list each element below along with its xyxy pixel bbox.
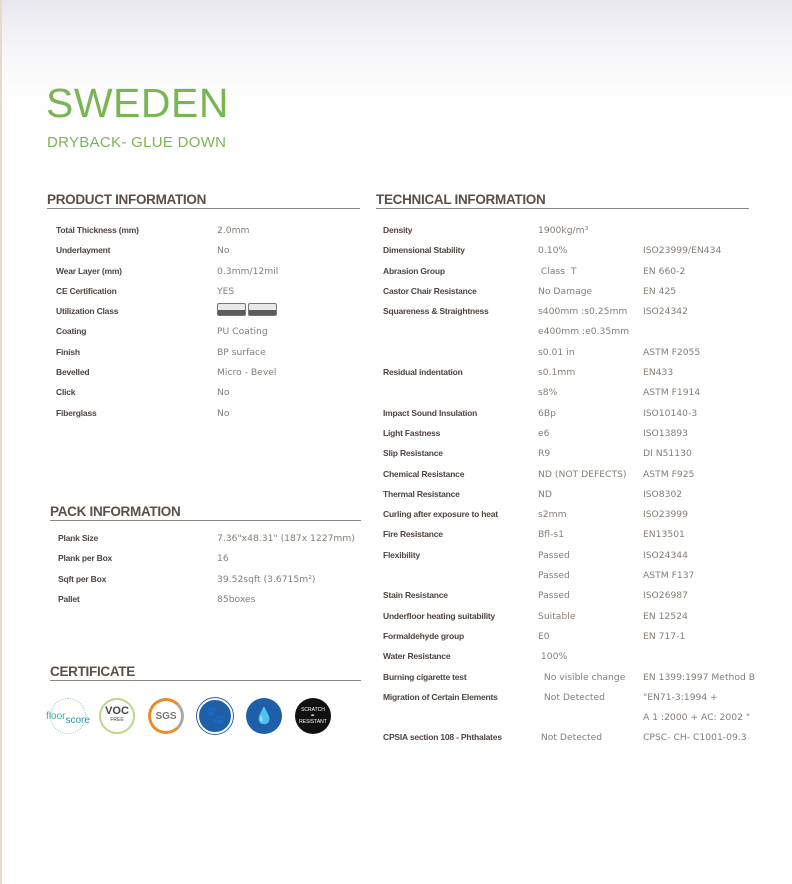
row-value: Passed xyxy=(538,549,570,561)
row-value: 0.10% xyxy=(538,245,568,257)
table-row xyxy=(56,286,366,306)
table-row xyxy=(58,553,368,573)
row-standard: EN433 xyxy=(643,367,674,379)
floorscore-logo: floor score xyxy=(50,698,86,734)
row-label: Burning cigarette test xyxy=(383,671,467,682)
certificate-section xyxy=(50,664,361,681)
table-row xyxy=(383,448,783,468)
table-row xyxy=(383,529,783,549)
row-label: Squareness & Straightness xyxy=(383,306,489,317)
row-value: No xyxy=(217,407,230,419)
row-value: E0 xyxy=(538,630,550,642)
row-value: 1900kg/m³ xyxy=(538,225,589,236)
row-label: Underlayment xyxy=(56,245,111,256)
product-information-section xyxy=(47,192,360,209)
table-row xyxy=(383,712,783,732)
table-row xyxy=(56,306,366,326)
utilization-class-icons xyxy=(217,303,277,316)
row-value: Passed xyxy=(538,590,570,602)
sgs-logo: SGS xyxy=(148,698,184,734)
row-label: Underfloor heating suitability xyxy=(383,610,496,621)
row-label: Fiberglass xyxy=(56,407,97,418)
certificate-logos xyxy=(46,698,331,734)
table-row xyxy=(56,266,366,286)
row-value: 7.36"x48.31" (187x 1227mm) xyxy=(217,533,355,544)
row-label: Formaldehyde group xyxy=(383,630,464,641)
row-label: Thermal Resistance xyxy=(383,488,460,499)
row-value: 0.3mm/12mil xyxy=(217,265,279,277)
row-label: Migration of Certain Elements xyxy=(383,691,498,702)
table-row xyxy=(383,428,783,448)
row-standard: ASTM F925 xyxy=(643,468,695,480)
row-value: s8% xyxy=(538,387,558,399)
table-row xyxy=(56,225,366,245)
row-value: 100% xyxy=(538,651,568,663)
row-value: e6 xyxy=(538,427,550,439)
section-heading: PRODUCT INFORMATION xyxy=(47,192,360,209)
row-value: 16 xyxy=(217,553,229,565)
table-row xyxy=(383,326,783,346)
row-standard: CPSC- CH- C1001-09.3 xyxy=(643,732,747,744)
row-label: Curling after exposure to heat xyxy=(383,509,498,520)
row-standard: EN 425 xyxy=(643,285,677,297)
row-value: s0.1mm xyxy=(538,367,576,379)
pet-friendly-logo: 🐾 xyxy=(197,698,233,734)
row-value: e400mm :e0.35mm xyxy=(538,326,630,338)
row-value: ND (NOT DEFECTS) xyxy=(538,468,627,480)
table-row xyxy=(58,594,368,614)
row-value: YES xyxy=(217,285,235,297)
table-row xyxy=(383,408,783,428)
section-heading: PACK INFORMATION xyxy=(50,504,361,521)
row-value: ND xyxy=(538,488,552,500)
row-label: Click xyxy=(56,387,76,398)
table-row xyxy=(383,590,783,610)
section-heading: TECHNICAL INFORMATION xyxy=(376,192,749,209)
row-value: s2mm xyxy=(538,509,567,521)
row-standard: EN 1399:1997 Method B xyxy=(643,671,756,683)
row-value: Not Detected xyxy=(538,691,605,703)
row-standard: "EN71-3:1994 + xyxy=(643,691,718,703)
row-label: Abrasion Group xyxy=(383,265,445,276)
row-label: Light Fastness xyxy=(383,427,441,438)
table-row xyxy=(383,489,783,509)
table-row xyxy=(383,692,783,712)
row-value: 39.52sqft (3.6715m²) xyxy=(217,573,316,585)
table-row xyxy=(383,550,783,570)
row-label: Pallet xyxy=(58,593,80,604)
table-row xyxy=(383,672,783,692)
row-label: Fire Resistance xyxy=(383,529,443,540)
table-row xyxy=(56,245,366,265)
row-label: Castor Chair Resistance xyxy=(383,285,477,296)
pack-information-section xyxy=(50,504,361,521)
waterproof-logo: 💧 xyxy=(246,698,282,734)
row-standard: EN 660-2 xyxy=(643,265,686,277)
row-label: Sqft per Box xyxy=(58,573,107,584)
table-row xyxy=(383,266,783,286)
table-row xyxy=(383,367,783,387)
row-label: Finish xyxy=(56,346,80,357)
technical-information-section xyxy=(376,192,749,209)
row-standard: ISO24342 xyxy=(643,306,688,318)
table-row xyxy=(383,387,783,407)
voc-free-logo: VOC FREE xyxy=(99,698,135,734)
scratch-resistant-logo: SCRATCH ✒ RESISTANT xyxy=(295,698,331,734)
row-label: Utilization Class xyxy=(56,306,119,317)
row-standard: ISO8302 xyxy=(643,488,683,500)
table-row xyxy=(383,286,783,306)
table-row xyxy=(58,574,368,594)
product-information-table xyxy=(56,225,366,428)
row-value: BP surface xyxy=(217,346,266,358)
table-row xyxy=(58,533,368,553)
row-value: s0.01 in xyxy=(538,346,575,358)
row-standard: ISO26987 xyxy=(643,590,688,602)
row-value: s400mm :s0.25mm xyxy=(538,306,628,318)
pack-information-table xyxy=(58,533,368,614)
row-label: Total Thickness (mm) xyxy=(56,225,139,235)
row-label: Flexibility xyxy=(383,549,421,560)
row-value: 2.0mm xyxy=(217,225,250,236)
row-label: Dimensional Stability xyxy=(383,245,465,256)
technical-information-table xyxy=(383,225,783,753)
page-edge xyxy=(0,0,2,884)
section-heading: CERTIFICATE xyxy=(50,664,361,681)
row-value: R9 xyxy=(538,448,551,460)
row-value: No xyxy=(217,387,230,399)
table-row xyxy=(56,367,366,387)
row-label: Plank Size xyxy=(58,533,99,543)
row-label: Bevelled xyxy=(56,367,90,378)
row-label: Impact Sound Insulation xyxy=(383,407,478,418)
row-label: Slip Resistance xyxy=(383,448,443,459)
table-row xyxy=(383,732,783,752)
table-row xyxy=(56,326,366,346)
row-value: Suitable xyxy=(538,610,576,622)
row-standard: A 1 :2000 + AC: 2002 " xyxy=(643,712,751,724)
row-standard: ISO23999 xyxy=(643,509,688,521)
row-value: PU Coating xyxy=(217,326,268,338)
table-row xyxy=(383,306,783,326)
row-standard: DI N51130 xyxy=(643,448,692,460)
table-row xyxy=(383,509,783,529)
table-row xyxy=(383,245,783,265)
row-label: Wear Layer (mm) xyxy=(56,265,122,276)
row-value: No Damage xyxy=(538,285,593,297)
row-label: Coating xyxy=(56,326,87,337)
row-label: Residual indentation xyxy=(383,367,463,378)
row-standard: ISO10140-3 xyxy=(643,407,698,419)
row-value: No xyxy=(217,245,230,257)
product-title: SWEDEN xyxy=(46,80,229,126)
row-label: Water Resistance xyxy=(383,651,451,662)
row-standard: ISO13893 xyxy=(643,427,688,439)
row-label: Density xyxy=(383,225,413,235)
table-row xyxy=(383,611,783,631)
row-standard: EN 12524 xyxy=(643,610,688,622)
table-row xyxy=(383,570,783,590)
table-row xyxy=(383,631,783,651)
table-row xyxy=(383,225,783,245)
row-label: Plank per Box xyxy=(58,553,113,564)
table-row xyxy=(383,347,783,367)
table-row xyxy=(56,387,366,407)
row-value: 85boxes xyxy=(217,593,256,605)
row-label: CE Certification xyxy=(56,285,117,296)
row-value: 6Bp xyxy=(538,407,556,419)
table-row xyxy=(56,347,366,367)
commercial-class-icon xyxy=(248,303,277,316)
table-row xyxy=(383,651,783,671)
row-standard: ISO24344 xyxy=(643,549,688,561)
row-label: Chemical Resistance xyxy=(383,468,465,479)
row-value: Not Detected xyxy=(538,732,603,744)
product-subtitle: DRYBACK- GLUE DOWN xyxy=(47,134,227,151)
row-value: Passed xyxy=(538,570,570,582)
row-standard: EN 717-1 xyxy=(643,630,686,642)
residential-class-icon xyxy=(217,303,246,316)
row-label: CPSIA section 108 - Phthalates xyxy=(383,732,502,743)
row-standard: ASTM F137 xyxy=(643,570,695,582)
table-row xyxy=(56,408,366,428)
table-row xyxy=(383,469,783,489)
row-standard: EN13501 xyxy=(643,529,685,541)
row-value: Class T xyxy=(538,265,577,277)
row-value: Micro - Bevel xyxy=(217,367,277,379)
row-standard: ISO23999/EN434 xyxy=(643,245,722,257)
row-value: No visible change xyxy=(538,671,626,683)
row-value: Bfl-s1 xyxy=(538,529,565,541)
row-label: Stain Resistance xyxy=(383,590,448,601)
row-standard: ASTM F1914 xyxy=(643,387,701,399)
row-standard: ASTM F2055 xyxy=(643,346,701,358)
